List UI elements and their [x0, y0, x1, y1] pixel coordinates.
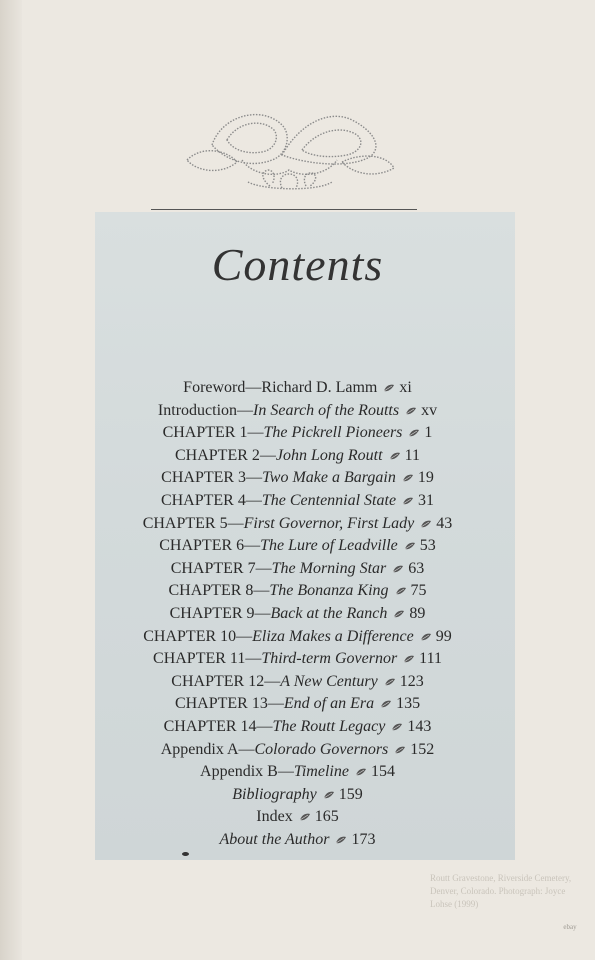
- leaf-bullet-icon: [408, 428, 420, 438]
- toc-entry-title: Back at the Ranch: [270, 604, 388, 622]
- toc-entry-title: John Long Routt: [275, 446, 383, 464]
- toc-entry: [0, 648, 595, 671]
- toc-entry: [0, 693, 595, 716]
- toc-entry-title: The Routt Legacy: [272, 717, 386, 735]
- toc-entry-label: CHAPTER 14: [163, 717, 257, 735]
- toc-entry: [0, 422, 595, 445]
- toc-entry-page: 123: [399, 672, 424, 690]
- em-dash: —: [237, 401, 254, 419]
- toc-entry: [0, 806, 595, 829]
- toc-entry-page: 43: [436, 514, 453, 532]
- toc-entry-page: 143: [407, 717, 432, 735]
- leaf-bullet-icon: [389, 451, 401, 461]
- toc-entry-title: First Governor, First Lady: [243, 514, 415, 532]
- toc-entry-page: xi: [399, 379, 412, 396]
- em-dash: —: [259, 446, 276, 464]
- leaf-bullet-icon: [394, 745, 406, 755]
- em-dash: —: [256, 717, 273, 735]
- toc-entry: [0, 445, 595, 468]
- em-dash: —: [246, 469, 263, 487]
- leaf-bullet-icon: [384, 677, 396, 687]
- leaf-bullet-icon: [402, 473, 414, 483]
- ink-dot: [182, 852, 189, 856]
- toc-entry: [0, 603, 595, 626]
- page-title: Contents: [211, 239, 384, 290]
- leaf-bullet-icon: [380, 699, 392, 709]
- toc-entry-title: Timeline: [293, 763, 349, 781]
- toc-entry-title: Colorado Governors: [254, 740, 389, 758]
- toc-entry-label: Appendix B: [200, 763, 278, 781]
- leaf-bullet-icon: [323, 790, 335, 800]
- toc-entry: [0, 467, 595, 490]
- toc-entry: [0, 739, 595, 762]
- toc-entry-title: The Centennial State: [261, 491, 397, 509]
- toc-entry-label: CHAPTER 13: [174, 695, 268, 713]
- leaf-bullet-icon: [355, 767, 367, 777]
- toc-entry-label: CHAPTER 10: [143, 627, 237, 645]
- em-dash: —: [245, 491, 262, 509]
- em-dash: —: [227, 514, 244, 532]
- leaf-bullet-icon: [420, 632, 432, 642]
- toc-entry-title: In Search of the Routts: [253, 401, 400, 419]
- em-dash: —: [253, 582, 270, 600]
- toc-entry: [0, 513, 595, 536]
- leaf-bullet-icon: [404, 541, 416, 551]
- toc-entry: [0, 400, 595, 423]
- toc-entry: [0, 671, 595, 694]
- em-dash: —: [254, 604, 271, 622]
- toc-entry-label: CHAPTER 3: [161, 469, 247, 487]
- toc-entry-page: 1: [424, 424, 433, 442]
- toc-entry-title: Index: [256, 808, 293, 826]
- toc-entry-label: Appendix A: [160, 740, 239, 758]
- toc-entry-label: CHAPTER 5: [142, 514, 228, 532]
- table-of-contents: [0, 377, 595, 851]
- em-dash: —: [247, 424, 264, 442]
- leaf-bullet-icon: [383, 383, 395, 393]
- toc-entry-title: Third-term Governor: [261, 650, 398, 668]
- leaf-bullet-icon: [299, 812, 311, 822]
- toc-entry-title: Two Make a Bargain: [262, 469, 396, 487]
- em-dash: —: [236, 627, 253, 645]
- toc-entry-page: xv: [421, 401, 438, 419]
- toc-entry: [0, 626, 595, 649]
- leaf-bullet-icon: [335, 835, 347, 845]
- toc-entry-page: 75: [410, 582, 427, 600]
- toc-entry-title: A New Century: [280, 672, 378, 690]
- toc-entry: [0, 377, 595, 400]
- toc-entry-page: 165: [314, 808, 339, 826]
- toc-entry: [0, 716, 595, 739]
- em-dash: —: [255, 559, 272, 577]
- toc-entry-label: Foreword: [183, 379, 246, 396]
- toc-entry-title: End of an Era: [283, 695, 375, 713]
- toc-entry-page: 154: [370, 763, 395, 781]
- toc-entry-title: The Lure of Leadville: [260, 537, 398, 555]
- toc-entry-page: 159: [338, 785, 363, 803]
- toc-entry-label: CHAPTER 4: [160, 491, 246, 509]
- em-dash: —: [245, 379, 262, 396]
- toc-entry-label: CHAPTER 2: [175, 446, 260, 464]
- floral-ornament: [182, 100, 396, 195]
- toc-entry-title: Eliza Makes a Difference: [252, 627, 414, 645]
- toc-entry-title: The Morning Star: [271, 559, 387, 577]
- em-dash: —: [267, 695, 284, 713]
- em-dash: —: [245, 650, 262, 668]
- toc-entry-label: CHAPTER 1: [162, 424, 248, 442]
- toc-entry-label: CHAPTER 7: [170, 559, 256, 577]
- toc-entry-page: 135: [396, 695, 421, 713]
- toc-entry-title: About the Author: [219, 830, 330, 848]
- toc-entry-page: 173: [351, 830, 376, 848]
- toc-entry-label: CHAPTER 12: [171, 672, 265, 690]
- toc-entry: [0, 558, 595, 581]
- toc-entry-label: CHAPTER 11: [153, 650, 246, 668]
- toc-entry: [0, 761, 595, 784]
- photo-caption: Routt Gravestone, Riverside Cemetery, Denver, Colorado. Photograph: Joyce Lohse (1999): [430, 873, 572, 909]
- toc-entry-page: 89: [409, 604, 426, 622]
- toc-entry-label: CHAPTER 9: [169, 604, 255, 622]
- leaf-bullet-icon: [403, 654, 415, 664]
- em-dash: —: [244, 537, 261, 555]
- leaf-bullet-icon: [392, 564, 404, 574]
- toc-entry-page: 31: [418, 491, 435, 509]
- header-rule: [151, 209, 417, 210]
- toc-entry: [0, 580, 595, 603]
- toc-entry: [0, 784, 595, 807]
- leaf-bullet-icon: [402, 496, 414, 506]
- leaf-bullet-icon: [393, 609, 405, 619]
- toc-entry: [0, 829, 595, 852]
- em-dash: —: [264, 672, 281, 690]
- toc-entry-page: 11: [404, 446, 420, 464]
- toc-entry-page: 19: [417, 469, 434, 487]
- toc-entry-page: 63: [408, 559, 425, 577]
- toc-entry-label: CHAPTER 6: [159, 537, 245, 555]
- leaf-bullet-icon: [420, 519, 432, 529]
- toc-entry-label: Introduction: [157, 401, 238, 419]
- toc-entry-title: The Pickrell Pioneers: [263, 424, 403, 442]
- toc-entry-label: CHAPTER 8: [168, 582, 254, 600]
- em-dash: —: [238, 740, 255, 758]
- toc-entry-title: The Bonanza King: [269, 582, 389, 600]
- leaf-bullet-icon: [391, 722, 403, 732]
- toc-entry: [0, 490, 595, 513]
- toc-entry-page: 152: [410, 740, 435, 758]
- em-dash: —: [277, 763, 294, 781]
- toc-entry-title: Richard D. Lamm: [261, 379, 378, 396]
- leaf-bullet-icon: [405, 406, 417, 416]
- leaf-bullet-icon: [395, 586, 407, 596]
- watermark-logo: ebay: [563, 923, 577, 931]
- toc-entry-page: 53: [419, 537, 436, 555]
- toc-entry: [0, 535, 595, 558]
- toc-entry-page: 111: [419, 650, 442, 668]
- toc-entry-page: 99: [435, 627, 452, 645]
- toc-entry-title: Bibliography: [232, 785, 317, 803]
